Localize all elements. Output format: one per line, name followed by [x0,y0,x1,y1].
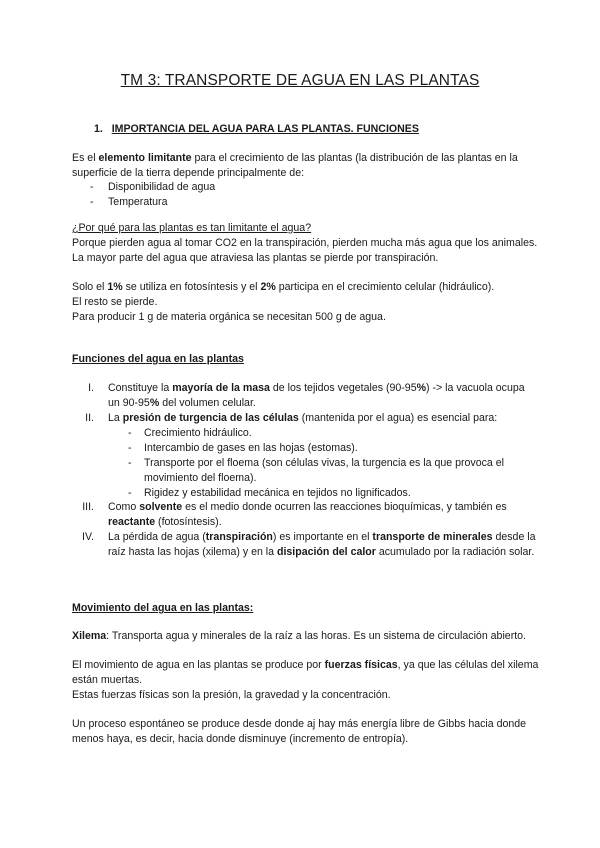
intro-bold: elemento limitante [98,152,192,164]
question-text: ¿Por qué para las plantas es tan limitante el agua? [72,222,312,234]
mov-text: El movimiento de agua en las plantas se produce por [72,659,325,671]
intro-text-rest: para el crecimiento de las plantas (la distribución de las plantas en la superficie de la tierra depende principalmente de: [72,152,518,179]
fiv-bold: disipación del calor [276,546,376,558]
movement-paragraph [72,658,542,688]
percent-paragraph [72,280,542,295]
roman-numeral: I. [88,382,94,394]
intro-paragraph [72,151,542,181]
list-dash: - [128,487,132,499]
fiii-text: (fotosíntesis). [155,516,222,528]
function-item-1 [108,381,538,411]
fi-text: ) -> la vacuola ocupa un 90-95 [108,382,525,409]
turgor-item: Rigidez y estabilidad mecánica en tejidos no lignificados. [144,487,411,499]
turgor-item: Crecimiento hidráulico. [144,427,252,439]
list-dash: - [128,427,132,439]
pct-bold: 2% [260,281,276,293]
fiv-text: La pérdida de agua ( [108,531,206,543]
answer-paragraph: Porque pierden agua al tomar CO2 en la transpiración, pierden mucha más agua que los animales. La mayor parte del agua que atraviesa las plantas se pierde por transpiración. [72,237,538,264]
fii-text: (mantenida por el agua) es esencial para: [298,412,498,424]
fii-text: La [108,412,123,424]
factor-item: Disponibilidad de agua [108,181,216,193]
movement-heading: Movimiento del agua en las plantas: [72,602,254,614]
list-dash: - [128,442,132,454]
function-item-4 [108,530,538,560]
fiii-text: es el medio donde ocurren las reacciones bioquímicas, y también es [182,501,507,513]
list-dash: - [128,457,132,469]
fii-bold: presión de turgencia de las células [122,412,299,424]
fi-text: Constituye la [108,382,173,394]
fiii-text: Como [108,501,140,513]
section-1-number: 1. [94,123,103,135]
pct-bold: 1% [107,281,123,293]
roman-numeral: IV. [82,531,94,543]
function-item-2 [108,411,538,426]
pct-text: se utiliza en fotosíntesis y el [122,281,261,293]
turgor-item: Intercambio de gases en las hojas (estomas). [144,442,358,454]
xylem-text: : Transporta agua y minerales de la raíz a las horas. Es un sistema de circulación abierto. [106,630,526,642]
factor-item: Temperatura [108,196,168,208]
rest-text: El resto se pierde. [72,296,158,308]
fiv-bold: transpiración [205,531,273,543]
forces-text: Estas fuerzas físicas son la presión, la gravedad y la concentración. [72,689,391,701]
roman-numeral: II. [85,412,94,424]
fi-bold: % [416,382,427,394]
fiv-bold: transporte de minerales [372,531,493,543]
section-1-title: IMPORTANCIA DEL AGUA PARA LAS PLANTAS. FUNCIONES [111,123,419,135]
pct-text: Solo el [72,281,108,293]
fi-text: del volumen celular. [159,397,256,409]
pct-text: participa en el crecimiento celular (hidráulico). [275,281,495,293]
fiv-text: acumulado por la radiación solar. [375,546,535,558]
functions-heading: Funciones del agua en las plantas [72,353,244,365]
list-dash: - [90,181,94,193]
fiv-text: desde la raíz hasta las hojas (xilema) y en la [108,531,536,558]
function-item-3 [108,500,538,530]
fi-text: de los tejidos vegetales (90-95 [269,382,417,394]
spontaneous-paragraph: Un proceso espontáneo se produce desde donde aj hay más energía libre de Gibbs hacia donde menos haya, es decir, hacia donde disminuye (incremento de entropía). [72,718,527,745]
page-title: TM 3: TRANSPORTE DE AGUA EN LAS PLANTAS [120,72,480,89]
fiv-text: ) es importante en el [272,531,373,543]
intro-text: Es el [72,152,99,164]
fi-bold: mayoría de la masa [172,382,270,394]
turgor-item: Transporte por el floema (son células vivas, la turgencia es la que provoca el movimiento del floema). [144,457,504,484]
xylem-bold: Xilema [72,630,107,642]
produce-text: Para producir 1 g de materia orgánica se necesitan 500 g de agua. [72,311,386,323]
xylem-paragraph [72,629,542,644]
fiii-bold: reactante [108,516,156,528]
fiii-bold: solvente [139,501,183,513]
mov-text: , ya que las células del xilema están muertas. [72,659,539,686]
fi-bold: % [149,397,160,409]
list-dash: - [90,196,94,208]
section-1-heading [94,122,564,137]
mov-bold: fuerzas físicas [324,659,398,671]
roman-numeral: III. [82,501,94,513]
